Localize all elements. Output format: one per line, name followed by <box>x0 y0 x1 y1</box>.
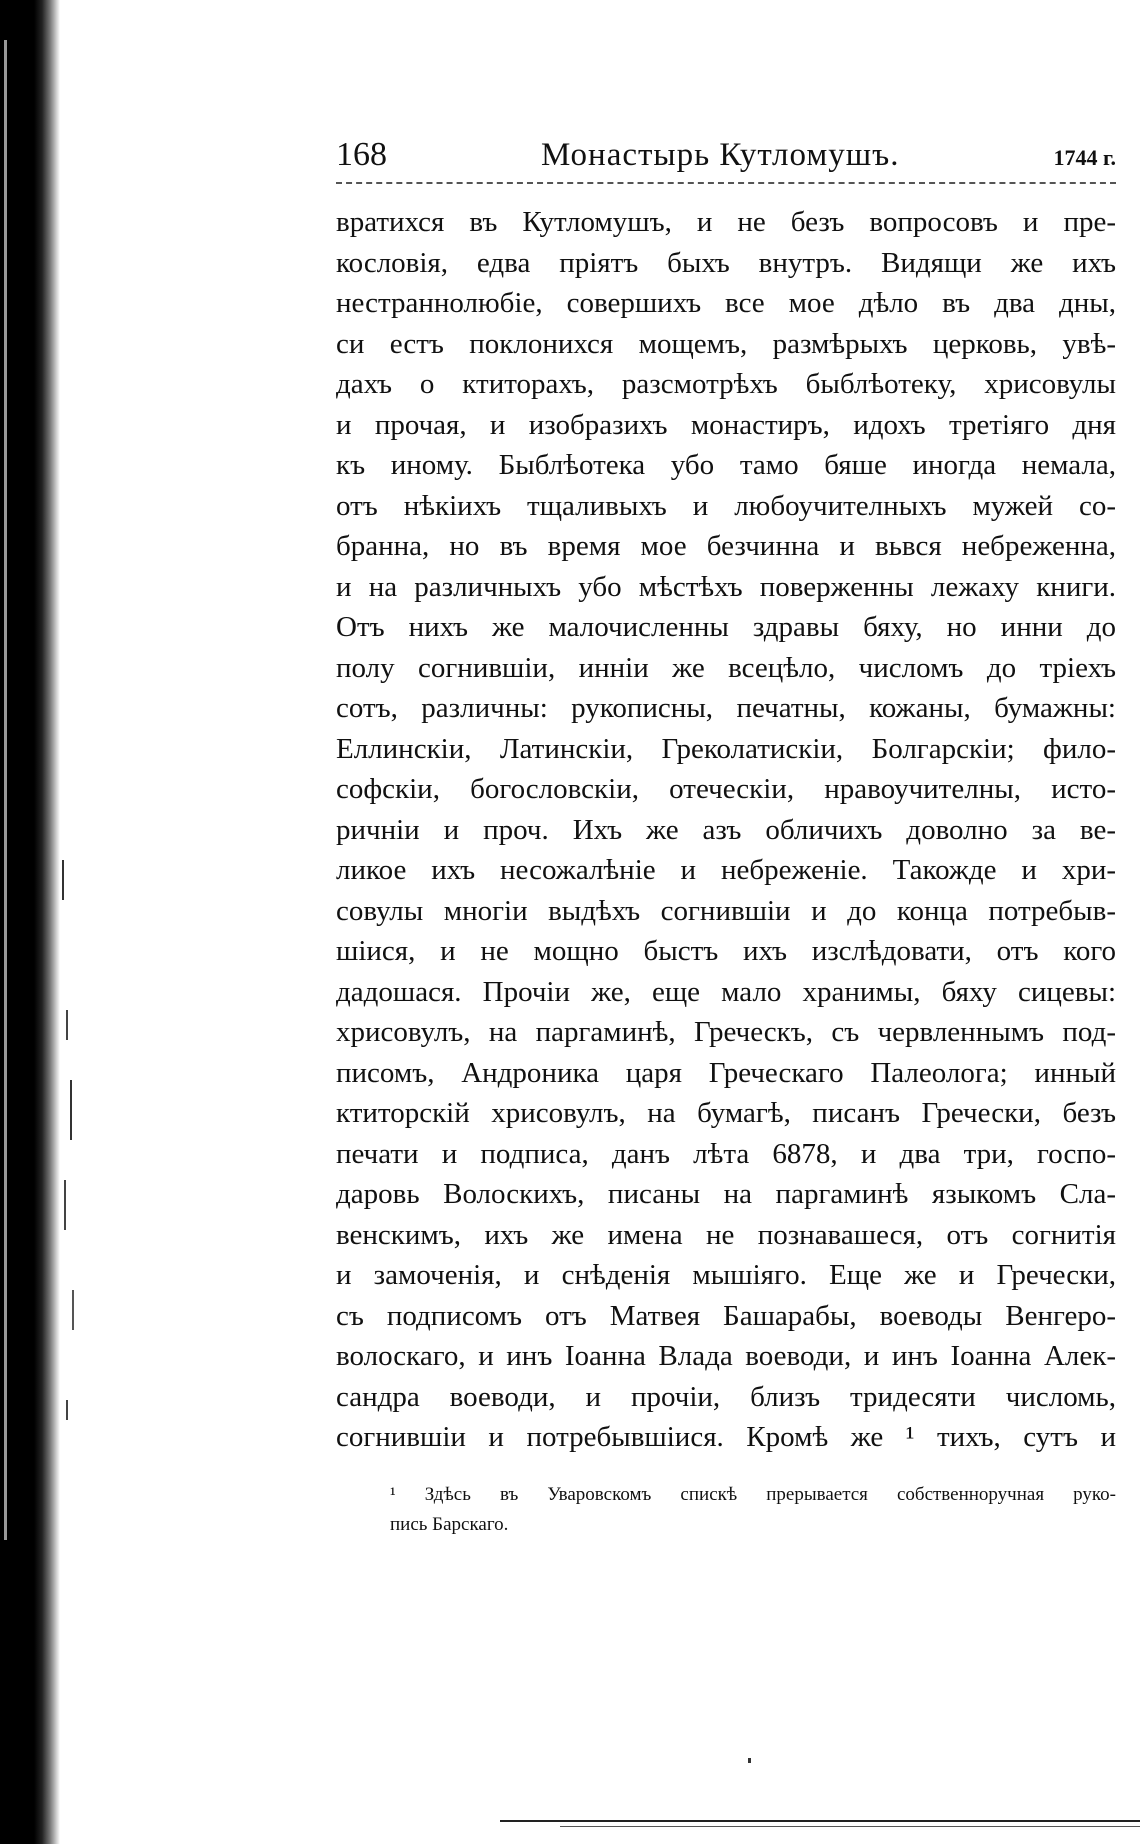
text-line: хрисовулъ, на паргаминѣ, Греческъ, съ червленнымъ под- <box>336 1016 1116 1048</box>
text-line: даровь Волоскихъ, писаны на паргаминѣ языкомъ Сла- <box>336 1178 1116 1210</box>
text-line: си естъ поклонихся мощемъ, размѣрыхъ церковь, увѣ- <box>336 327 1116 360</box>
footnote <box>336 1480 1116 1540</box>
body-text <box>336 202 1116 1458</box>
text-line: отъ нѣкіихъ тщаливыхъ и любоучителныхъ мужей со- <box>336 489 1116 522</box>
text-line: сандра воеводи, и прочіи, близъ тридесяти числомь, <box>336 1380 1116 1413</box>
header-rule <box>336 182 1116 184</box>
text-line: и замоченія, и снѣденія мышіяго. Еще же и Гречески, <box>336 1259 1116 1291</box>
text-line: кословія, едва пріятъ быхъ внутръ. Видящи же ихъ <box>336 246 1116 279</box>
text-line: и на различныхъ убо мѣстѣхъ поверженны лежаху книги. <box>336 570 1116 603</box>
text-line: дадошася. Прочіи же, еще мало хранимы, бяху сицевы: <box>336 975 1116 1008</box>
text-line: согнившіи и потребывшіися. Кромѣ же ¹ тихъ, сутъ и <box>336 1421 1116 1453</box>
text-line: печати и подписа, данъ лѣта 6878, и два три, госпо- <box>336 1137 1116 1170</box>
text-line: вратихся въ Кутломушъ, и не безъ вопросовъ и пре- <box>336 206 1116 238</box>
footnote-line: ¹ Здѣсь въ Уваровскомъ спискѣ прерывается собственноручная руко- <box>390 1483 1116 1505</box>
text-line: шіися, и не мощно быстъ ихъ изслѣдовати, отъ кого <box>336 935 1116 967</box>
scan-bottom-edge-inner <box>560 1826 1140 1827</box>
text-line: съ подписомъ отъ Матвея Башарабы, воеводы Венгеро- <box>336 1299 1116 1332</box>
running-title: Монастырь Кутломушъ. <box>541 137 900 173</box>
text-line: Отъ нихъ же малочисленны здравы бяху, но инни до <box>336 611 1116 643</box>
page-header <box>336 136 1116 176</box>
text-line: бранна, но въ время мое безчинна и вьвся небреженна, <box>336 530 1116 562</box>
text-line: полу согнившіи, инніи же всецѣло, числомъ до тріехъ <box>336 651 1116 684</box>
footnote-line: пись Барскаго. <box>390 1513 509 1535</box>
scan-speck <box>748 1758 751 1763</box>
text-line: ликое ихъ несожалѣніе и небреженіе. Такожде и хри- <box>336 854 1116 886</box>
text-line: сотъ, различны: рукописны, печатны, кожаны, бумажны: <box>336 692 1116 724</box>
text-line: и прочая, и изобразихъ монастиръ, идохъ третіяго дня <box>336 408 1116 441</box>
text-line: дахъ о ктиторахъ, разсмотрѣхъ быблѣотеку, хрисовулы <box>336 368 1116 400</box>
text-line: ктиторскій хрисовулъ, на бумагѣ, писанъ Гречески, безъ <box>336 1097 1116 1129</box>
text-line: ричніи и проч. Ихъ же азъ обличихъ доволно за ве- <box>336 813 1116 846</box>
text-line: къ иному. Быблѣотека убо тамо бяше иногда немала, <box>336 449 1116 481</box>
text-line: венскимъ, ихъ же имена не познавашеся, отъ согнитія <box>336 1218 1116 1251</box>
text-line: совулы многіи выдѣхъ согнившіи и до конца потребыв- <box>336 894 1116 927</box>
scan-bottom-edge <box>500 1820 1140 1822</box>
text-line: Еллинскіи, Латинскіи, Греколатискіи, Болгарскіи; фило- <box>336 732 1116 765</box>
page-number: 168 <box>336 136 387 173</box>
text-line: писомъ, Андроника царя Греческаго Палеолога; инный <box>336 1056 1116 1089</box>
text-line: волоскаго, и инъ Іоанна Влада воеводи, и инъ Іоанна Алек- <box>336 1340 1116 1372</box>
text-line: софскіи, богословскіи, отеческіи, нравоучителны, исто- <box>336 773 1116 805</box>
text-line: нестраннолюбіе, совершихъ все мое дѣло въ два дны, <box>336 287 1116 319</box>
header-year: 1744 г. <box>1053 145 1116 170</box>
book-page <box>336 136 1116 1540</box>
scan-specks <box>0 0 90 1844</box>
